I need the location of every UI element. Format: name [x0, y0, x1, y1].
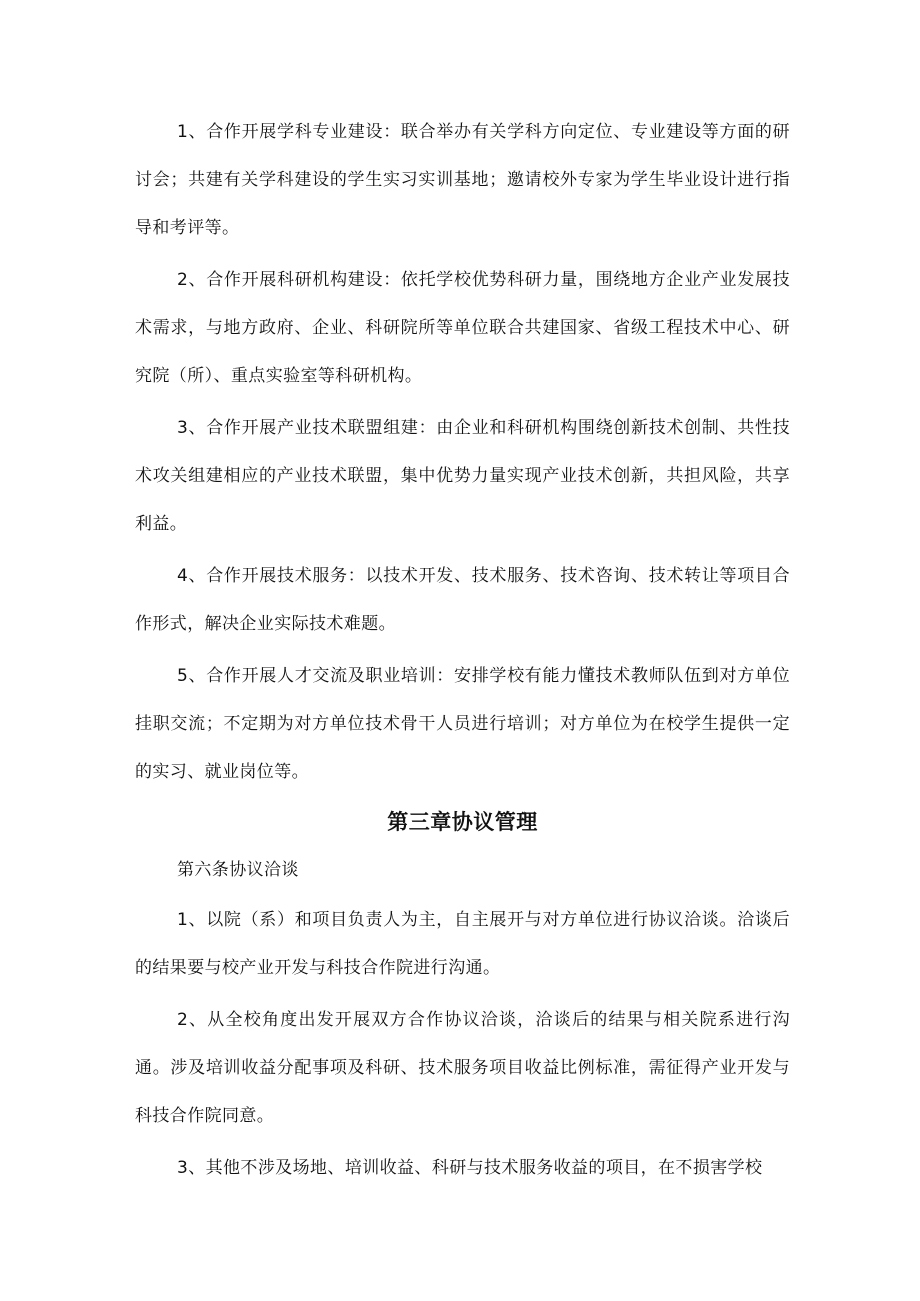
paragraph-item-6: 1、以院（系）和项目负责人为主，自主展开与对方单位进行协议洽谈。洽谈后的结果要与校产业开发与科技合作院进行沟通。 [135, 910, 790, 978]
paragraph-item-8: 3、其他不涉及场地、培训收益、科研与技术服务收益的项目，在不损害学校 [177, 1158, 763, 1178]
paragraph-item-1: 1、合作开展学科专业建设：联合举办有关学科方向定位、专业建设等方面的研讨会；共建有关学科建设的学生实习实训基地；邀请校外专家为学生毕业设计进行指导和考评等。 [135, 122, 790, 238]
chapter-title: 第三章协议管理 [387, 809, 538, 834]
paragraph-item-3: 3、合作开展产业技术联盟组建：由企业和科研机构围绕创新技术创制、共性技术攻关组建相应的产业技术联盟，集中优势力量实现产业技术创新，共担风险，共享利益。 [135, 418, 790, 534]
paragraph-item-2: 2、合作开展科研机构建设：依托学校优势科研力量，围绕地方企业产业发展技术需求，与地方政府、企业、科研院所等单位联合共建国家、省级工程技术中心、研究院（所）、重点实验室等科研机构。 [135, 270, 790, 386]
paragraph-item-4: 4、合作开展技术服务：以技术开发、技术服务、技术咨询、技术转让等项目合作形式，解决企业实际技术难题。 [135, 566, 790, 634]
paragraph-item-7: 2、从全校角度出发开展双方合作协议洽谈，洽谈后的结果与相关院系进行沟通。涉及培训收益分配事项及科研、技术服务项目收益比例标准，需征得产业开发与科技合作院同意。 [135, 1010, 790, 1126]
document-body [135, 108, 790, 1196]
article-title: 第六条协议洽谈 [177, 860, 299, 880]
paragraph-item-5: 5、合作开展人才交流及职业培训：安排学校有能力懂技术教师队伍到对方单位挂职交流；不定期为对方单位技术骨干人员进行培训；对方单位为在校学生提供一定的实习、就业岗位等。 [135, 666, 790, 782]
